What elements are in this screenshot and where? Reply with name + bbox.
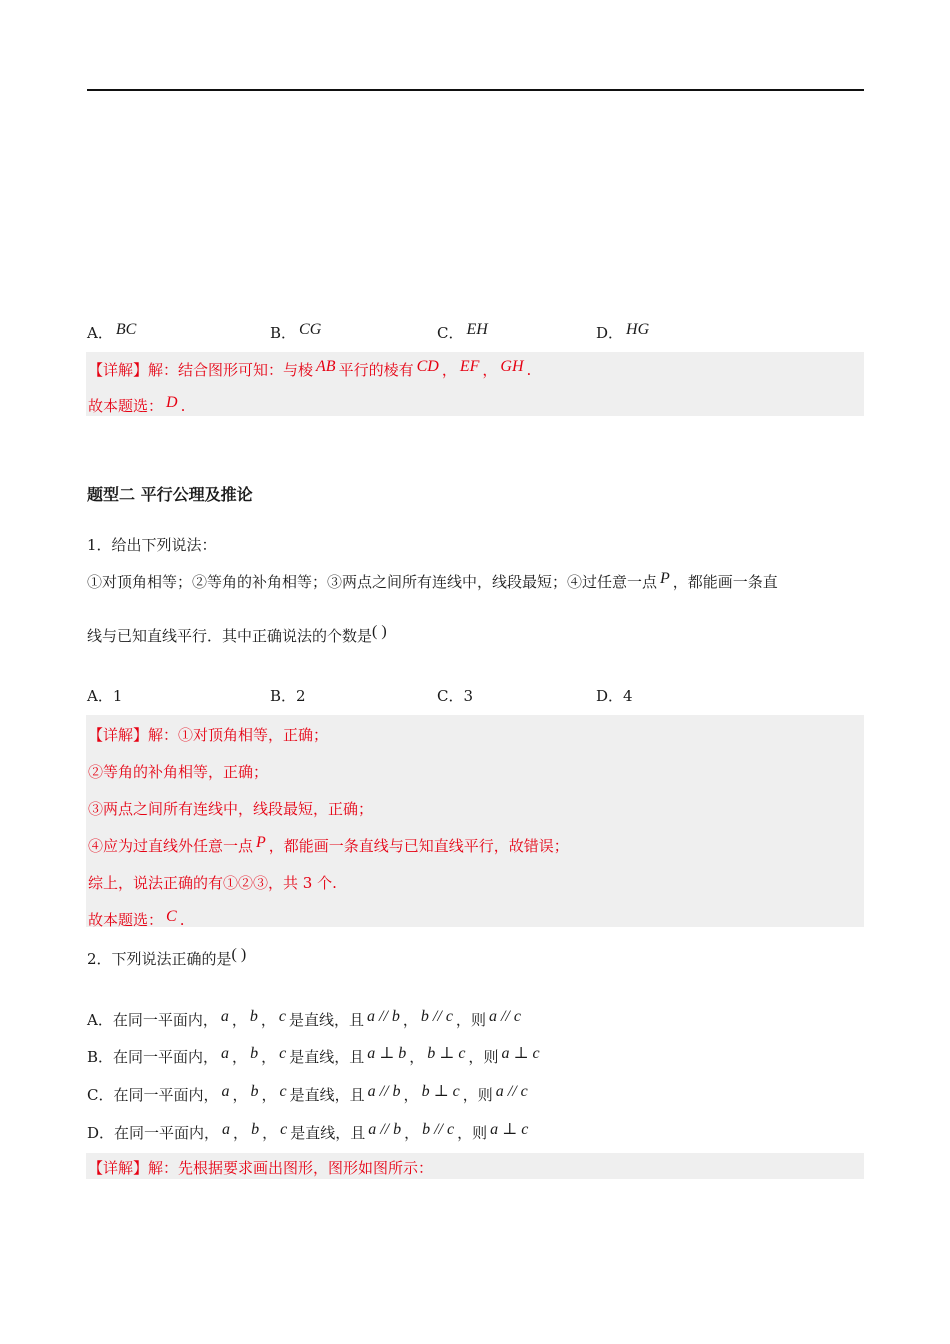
answer-box-q0 — [86, 352, 864, 416]
answer-line: 【详解】解：结合图形可知：与棱 AB 平行的棱有 CD ， EF ， GH . — [88, 358, 532, 379]
answer-box-q2 — [86, 1153, 864, 1179]
section-title: 题型二 平行公理及推论 — [87, 485, 253, 504]
option-b: B．2 — [270, 687, 306, 705]
option-a: A．1 — [87, 687, 123, 705]
option-d: D．4 — [596, 687, 633, 705]
answer-final: 故本题选： C . — [88, 908, 185, 929]
option-d: D．在同一平面内， a ， b ， c 是直线，且 a // b ， b // c ，则 a ⊥ c — [87, 1121, 529, 1142]
option-b: B． CG — [270, 321, 322, 342]
answer-line: 综上，说法正确的有①②③，共 3 个. — [88, 874, 337, 892]
option-a: A． BC — [87, 321, 137, 342]
header-rule — [87, 89, 864, 91]
answer-box-q1 — [86, 715, 864, 927]
option-a: A．在同一平面内， a ， b ， c 是直线，且 a // b ， b // c ，则 a // c — [87, 1008, 521, 1029]
answer-line: ④应为过直线外任意一点 P ，都能画一条直线与已知直线平行，故错误； — [88, 834, 569, 855]
question-2-stem: 2．下列说法正确的是( ) — [87, 946, 247, 968]
option-d: D． HG — [596, 321, 650, 342]
answer-final: 故本题选： D . — [88, 394, 186, 415]
answer-line: 【详解】解：①对顶角相等，正确； — [88, 726, 329, 744]
answer-line: ③两点之间所有连线中，线段最短，正确； — [88, 800, 374, 818]
answer-line: 【详解】解：先根据要求画出图形，图形如图所示： — [88, 1159, 434, 1177]
question-1-stem: 1．给出下列说法： — [87, 536, 217, 554]
answer-line: ②等角的补角相等，正确； — [88, 763, 269, 781]
question-1-statements: ①对顶角相等；②等角的补角相等；③两点之间所有连线中，线段最短；④过任意一点 P ，都能画一条直 — [87, 570, 778, 591]
option-c: C． EH — [437, 321, 488, 342]
question-1-prompt: 线与已知直线平行．其中正确说法的个数是( ) — [87, 623, 387, 645]
option-c: C．在同一平面内， a ， b ， c 是直线，且 a // b ， b ⊥ c ，则 a // c — [87, 1083, 528, 1104]
option-c: C．3 — [437, 687, 474, 705]
option-b: B．在同一平面内， a ， b ， c 是直线，且 a ⊥ b ， b ⊥ c ，则 a ⊥ c — [87, 1045, 540, 1066]
